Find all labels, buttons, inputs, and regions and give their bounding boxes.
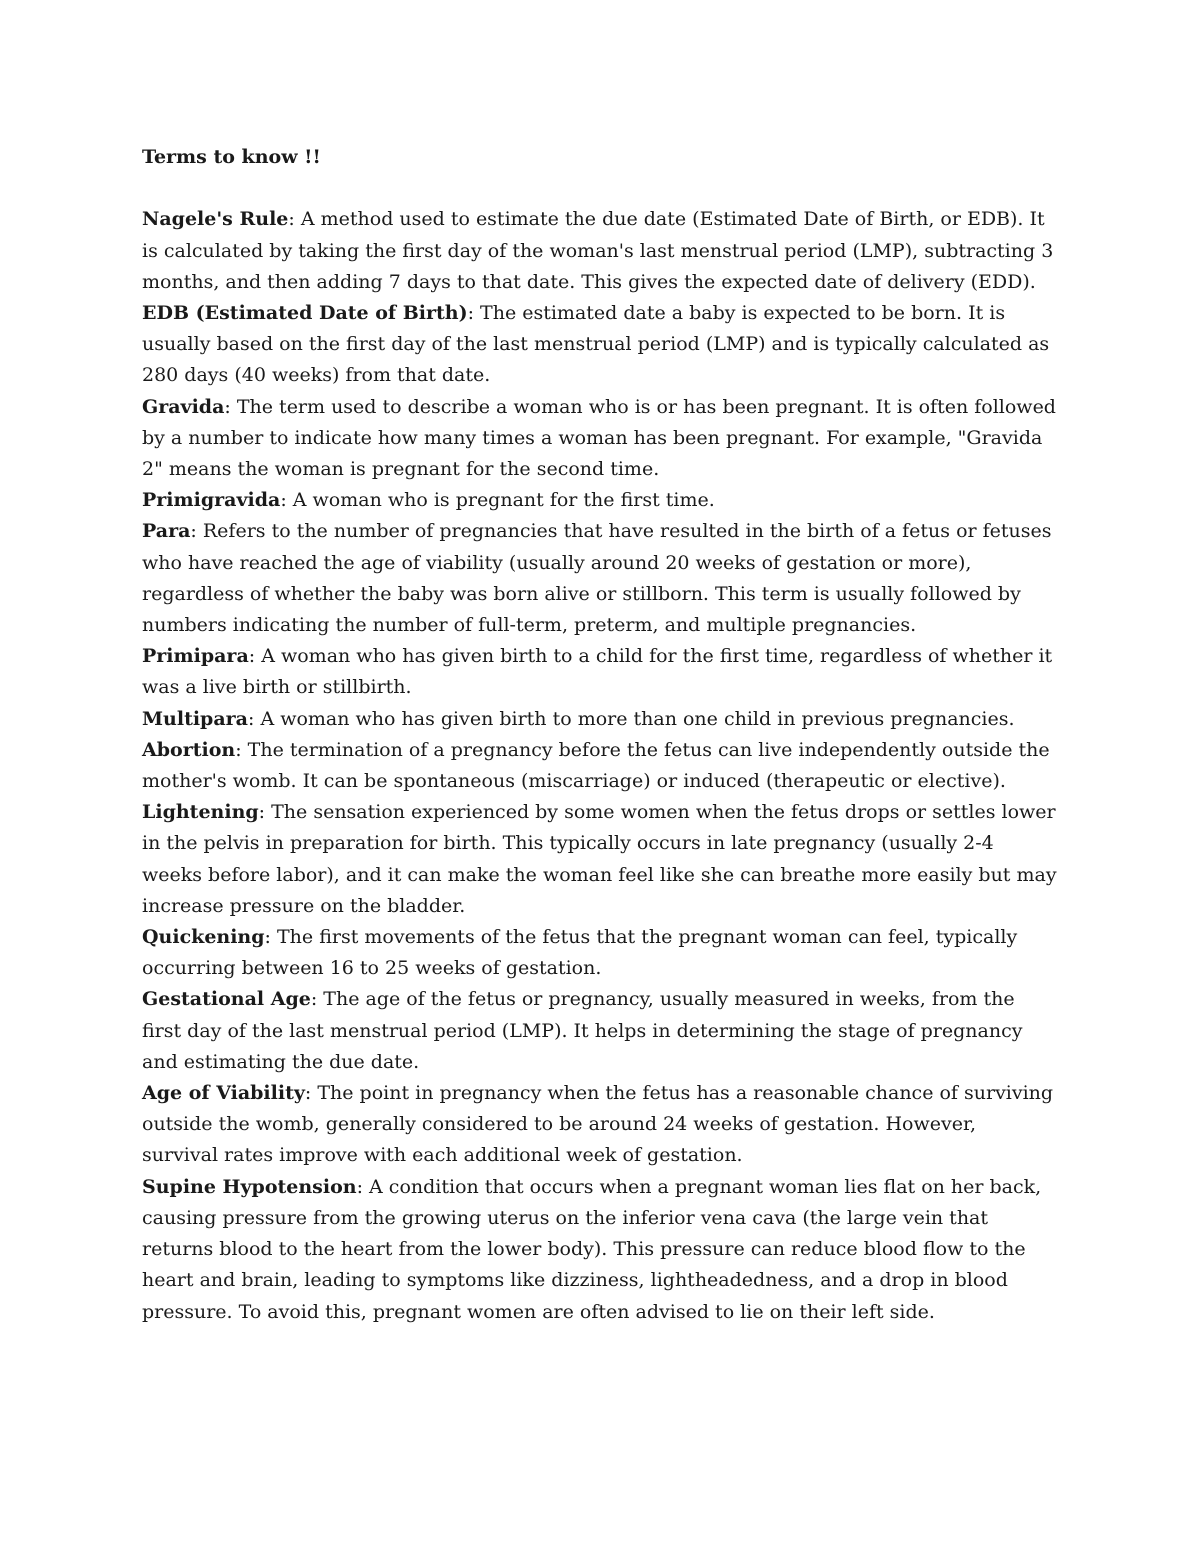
term-definition: Refers to the number of pregnancies that have resulted in the birth of a fetus or fetuses who have reached the age of viability (usually around 20 weeks of gestation or more), regardless of whether the baby was born alive or stillborn. This term is usually followed by numbers indicating the number of full-term, preterm, and multiple pregnancies. [142, 520, 1052, 637]
document-body [142, 142, 1057, 1328]
term-name: Supine Hypotension [142, 1175, 357, 1198]
term-name: Para [142, 520, 191, 543]
term-definition: The term used to describe a woman who is or has been pregnant. It is often followed by a number to indicate how many times a woman has been pregnant. For example, "Gravida 2" means the woman is pregnant for the second time. [142, 395, 1056, 481]
term-entry: EDB (Estimated Date of Birth): The estimated date a baby is expected to be born. It is usually based on the first day of the last menstrual period (LMP) and is typically calculated as 280 days (40 weeks) from that date. [142, 302, 1050, 387]
term-name: Gestational Age [142, 988, 311, 1011]
term-name: Age of Viability [142, 1082, 305, 1105]
term-entry: Gravida: The term used to describe a woman who is or has been pregnant. It is often followed by a number to indicate how many times a woman has been pregnant. For example, "Gravida 2" means the woman is pregnant for the second time. [142, 395, 1056, 481]
term-definition: The sensation experienced by some women when the fetus drops or settles lower in the pelvis in preparation for birth. This typically occurs in late pregnancy (usually 2-4 weeks before labor), and it can make the woman feel like she can breathe more easily but may increase pressure on the bladder. [142, 801, 1057, 917]
term-entry: Para: Refers to the number of pregnancies that have resulted in the birth of a fetus or fetuses who have reached the age of viability (usually around 20 weeks of gestation or more), regardless of whether the baby was born alive or stillborn. This term is usually followed by numbers indicating the number of full-term, preterm, and multiple pregnancies. [142, 520, 1052, 637]
term-name: Primigravida [142, 489, 281, 512]
term-definition: The first movements of the fetus that the pregnant woman can feel, typically occurring between 16 to 25 weeks of gestation. [142, 926, 1018, 980]
term-definition: The age of the fetus or pregnancy, usually measured in weeks, from the first day of the last menstrual period (LMP). It helps in determining the stage of pregnancy and estimating the due date. [142, 988, 1023, 1073]
term-entry: Abortion: The termination of a pregnancy before the fetus can live independently outside the mother's womb. It can be spontaneous (miscarriage) or induced (therapeutic or elective). [142, 738, 1050, 793]
term-name: Multipara [142, 707, 248, 730]
term-definition: The point in pregnancy when the fetus has a reasonable chance of surviving outside the womb, generally considered to be around 24 weeks of gestation. However, survival rates improve with each additional week of gestation. [142, 1082, 1054, 1167]
term-name: Lightening [142, 801, 259, 824]
term-entry: Primipara: A woman who has given birth to a child for the first time, regardless of whether it was a live birth or stillbirth. [142, 645, 1053, 699]
term-definition: The termination of a pregnancy before the fetus can live independently outside the mother's womb. It can be spontaneous (miscarriage) or induced (therapeutic or elective). [142, 738, 1050, 793]
term-entry: Primigravida: A woman who is pregnant for the first time. [142, 489, 715, 512]
term-name: Gravida [142, 395, 225, 418]
term-definition: A method used to estimate the due date (Estimated Date of Birth, or EDB). It is calculated by taking the first day of the woman's last menstrual period (LMP), subtracting 3 months, and then adding 7 days to that date. This gives the expected date of delivery (EDD). [142, 208, 1054, 293]
term-entry: Supine Hypotension: A condition that occurs when a pregnant woman lies flat on her back, causing pressure from the growing uterus on the inferior vena cava (the large vein that returns blood to the heart from the lower body). This pressure can reduce blood flow to the heart and brain, leading to symptoms like dizziness, lightheadedness, and a drop in blood pressure. To avoid this, pregnant women are often advised to lie on their left side. [142, 1175, 1042, 1323]
term-definition: A woman who has given birth to more than one child in previous pregnancies. [260, 707, 1015, 730]
term-entry: Quickening: The first movements of the fetus that the pregnant woman can feel, typically occurring between 16 to 25 weeks of gestation. [142, 926, 1018, 980]
term-entry: Nagele's Rule: A method used to estimate the due date (Estimated Date of Birth, or EDB). It is calculated by taking the first day of the woman's last menstrual period (LMP), subtracting 3 months, and then adding 7 days to that date. This gives the expected date of delivery (EDD). [142, 208, 1054, 293]
term-entry: Multipara: A woman who has given birth to more than one child in previous pregnancies. [142, 707, 1015, 730]
term-name: Quickening [142, 926, 265, 949]
term-definition: A woman who has given birth to a child for the first time, regardless of whether it was a live birth or stillbirth. [142, 645, 1053, 699]
term-name: Primipara [142, 645, 249, 668]
term-entry: Gestational Age: The age of the fetus or pregnancy, usually measured in weeks, from the first day of the last menstrual period (LMP). It helps in determining the stage of pregnancy and estimating the due date. [142, 988, 1023, 1073]
term-entry: Age of Viability: The point in pregnancy when the fetus has a reasonable chance of surviving outside the womb, generally considered to be around 24 weeks of gestation. However, survival rates improve with each additional week of gestation. [142, 1082, 1054, 1167]
term-name: Nagele's Rule [142, 208, 289, 231]
term-definition: The estimated date a baby is expected to be born. It is usually based on the first day of the last menstrual period (LMP) and is typically calculated as 280 days (40 weeks) from that date. [142, 302, 1050, 387]
title-spacer [142, 173, 1057, 204]
term-definition: A woman who is pregnant for the first time. [292, 489, 715, 512]
term-entry: Lightening: The sensation experienced by some women when the fetus drops or settles lower in the pelvis in preparation for birth. This typically occurs in late pregnancy (usually 2-4 weeks before labor), and it can make the woman feel like she can breathe more easily but may increase pressure on the bladder. [142, 801, 1057, 917]
term-name: EDB (Estimated Date of Birth) [142, 302, 468, 324]
term-name: Abortion [142, 738, 236, 761]
term-definition: A condition that occurs when a pregnant woman lies flat on her back, causing pressure from the growing uterus on the inferior vena cava (the large vein that returns blood to the heart from the lower body). This pressure can reduce blood flow to the heart and brain, leading to symptoms like dizziness, lightheadedness, and a drop in blood pressure. To avoid this, pregnant women are often advised to lie on their left side. [142, 1175, 1042, 1323]
document-title: Terms to know !! [142, 146, 321, 168]
